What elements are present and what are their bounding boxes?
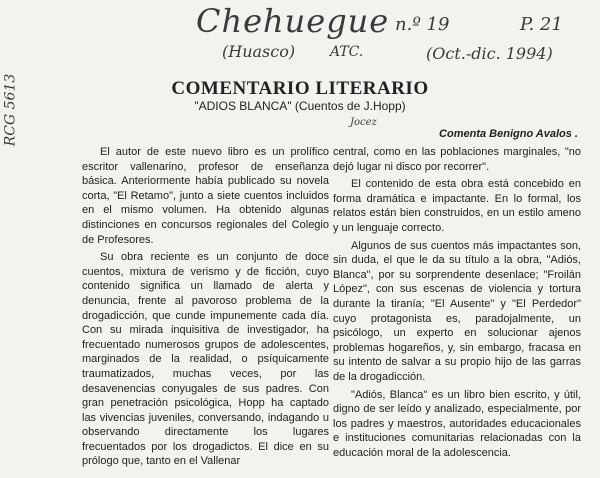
right-column <box>333 145 581 463</box>
paragraph: central, como en las poblaciones marginales, "no dejó lugar ni disco por recorrer". <box>333 146 581 173</box>
paragraph: Su obra reciente es un conjunto de doce cuentos, mixtura de verismo y de ficción, cuyo contenido significa un llamado de alerta y denuncia, frente al pavoroso problema de la drogadicción, que cunde impunemente cada día. Con su mirada inquisitiva de investigador, ha frecuentado numerosos grupos de adolescentes, marginados de la realidad, o psíquicamente traumatizados, muchas veces, por las desavenencias conyugales de sus padres. Con gran penetración psicológica, Hopp ha captado las vivencias juveniles, conversando, indagando u observando directamente los lugares frecuentados por los drogadictos. El dice en su prólogo que, tanto en el Vallenar <box>82 251 329 468</box>
paragraph: "Adiós, Blanca" es un libro bien escrito, y útil, digno de ser leído y analizado, especialmente, por los padres y maestros, autoridades educacionales e instituciones comunitarias relacionadas con la educación moral de la adolescencia. <box>333 388 581 459</box>
paragraph: El contenido de esta obra está concebido en forma dramática e impactante. En lo formal, los relatos están bien construidos, en un estilo ameno y un lenguaje correcto. <box>333 178 581 234</box>
handwritten-place: (Huasco) <box>222 42 296 61</box>
handwritten-initials: Jocez <box>350 117 377 128</box>
handwritten-archive-code: RCG 5613 <box>2 73 19 147</box>
left-column <box>82 145 329 472</box>
section-title: COMENTARIO LITERARIO <box>171 78 429 99</box>
article-subtitle: "ADIOS BLANCA" (Cuentos de J.Hopp) <box>194 99 406 113</box>
article-byline: Comenta Benigno Avalos . <box>439 128 578 140</box>
handwritten-publication-name: Chehuegue <box>196 2 390 40</box>
handwritten-date: (Oct.-dic. 1994) <box>426 44 553 63</box>
paragraph: El autor de este nuevo libro es un prolífico escritor vallenarino, profesor de enseñanza básica. Anteriormente había publicado su novela corta, "El Retamo", junto a siete cuentos incluidos en el mismo volumen. Ha obtenido algunas distinciones en concursos regionales del Colegio de Profesores. <box>82 146 329 246</box>
handwritten-page-number: P. 21 <box>520 14 563 35</box>
handwritten-section: ATC. <box>330 44 364 60</box>
paragraph: Algunos de sus cuentos más impactantes son, sin duda, el que le da su título a la obra, "Adiós, Blanca", por su sorprendente desenlace; "Froilán López", con sus escenas de violencia y tortura durante la tiranía; "El Ausente" y "El Perdedor" cuyo protagonista es, paradojalmente, un psicólogo, un experto en solucionar ajenos problemas hogareños, y, sin embargo, fracasa en su intento de salvar a su propio hijo de las garras de la drogadicción. <box>333 239 581 383</box>
handwritten-issue-number: n.º 19 <box>395 14 450 35</box>
